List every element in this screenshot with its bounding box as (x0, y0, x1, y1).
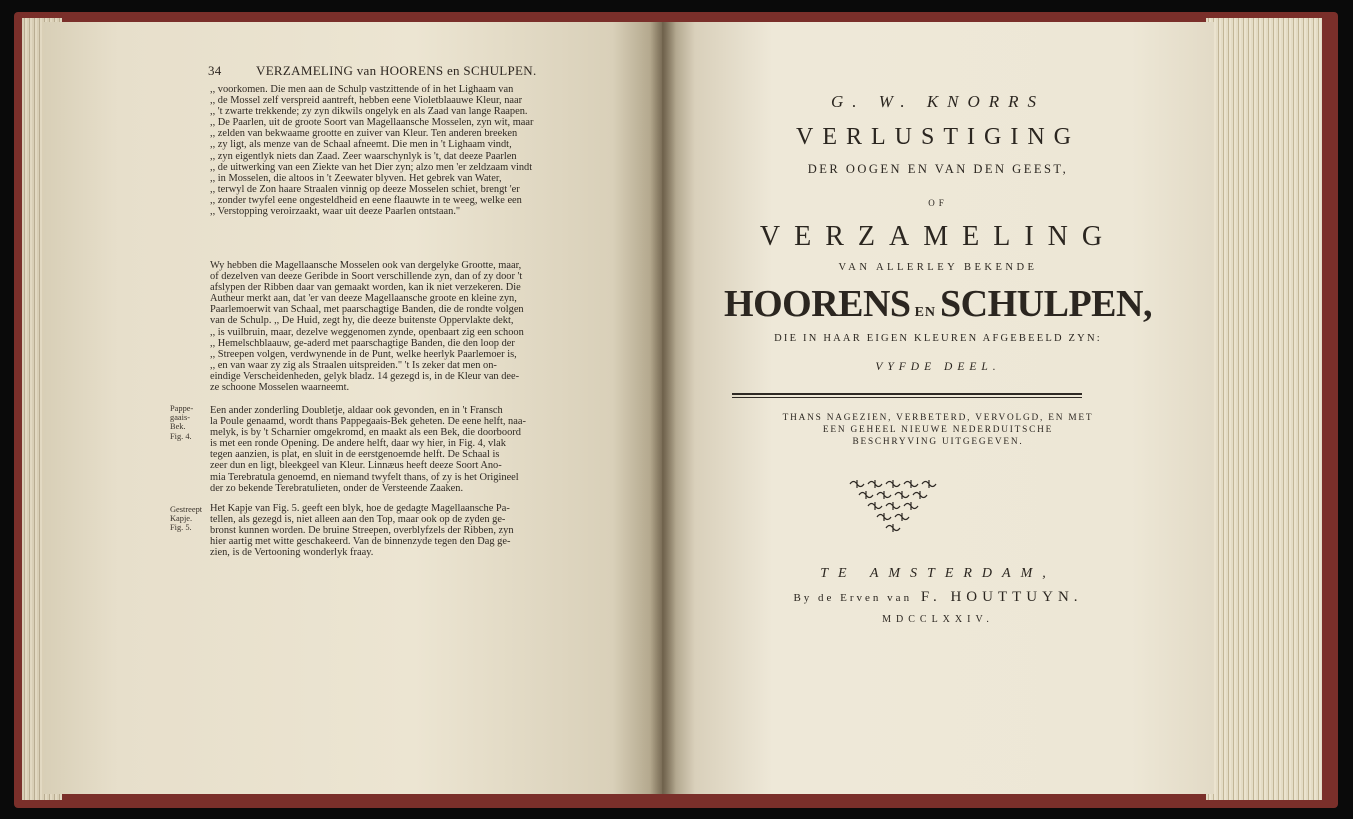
ornament-flourish (868, 502, 882, 510)
ornament-flourish (859, 491, 873, 499)
text-line: eindige Verscheidenheden, gelyk bladz. 14 gezegd is, in de Kleur van dee- (210, 370, 520, 382)
printers-ornament-icon (838, 478, 948, 540)
margin-note-line: gaais- (170, 413, 190, 423)
title-hoorens: HOORENS (724, 283, 911, 325)
ornament-flourish (895, 513, 909, 521)
text-line: ,, voorkomen. Die men aan de Schulp vastzittende of in het Lighaam van (210, 84, 514, 95)
text-line: ,, terwyl de Zon haare Straalen vinnig op deeze Mosselen schiet, brengt 'er (210, 183, 520, 195)
page-edges-right (1206, 18, 1322, 800)
title-die-in-haar: DIE IN HAAR EIGEN KLEUREN AFGEBEELD ZYN: (774, 333, 1102, 344)
margin-note-line: Pappe- (170, 404, 194, 413)
imprint-publisher (662, 589, 1214, 606)
quote-paragraph (210, 84, 594, 217)
title-schulpen: SCHULPEN, (940, 283, 1152, 325)
margin-note-gestreept-kapje (170, 505, 202, 533)
text-line: tegen aanzien, is plat, en sluit in de eerstgenoemde helft. De Schaal is (210, 449, 500, 461)
ornament-flourish (913, 491, 927, 499)
text-line: Paarlemoerwit van Schaal, met paarschagtige Banden, die de rondte volgen (210, 304, 524, 316)
subtitle-line: BESCHRYVING UITGEGEVEN. (852, 437, 1024, 447)
text-line: ,, zonder twyfel eene ongesteldheid en eene flaauwte in te weeg, welke een (210, 194, 522, 206)
running-head-title: VERZAMELING van HOORENS en SCHULPEN. (256, 63, 537, 78)
text-line: of dezelven van deeze Geribde in Soort verschillende zyn, dan of zy door 't (210, 271, 523, 283)
margin-note-line: Fig. 4. (170, 431, 192, 441)
ornament-flourish (904, 502, 918, 510)
text-line: afslypen der Ribben daar van gemaakt worden, kan ik niet verzekeren. Die (210, 282, 521, 294)
text-line: Het Kapje van Fig. 5. geeft een blyk, hoe de gedagte Magellaansche Pa- (210, 503, 510, 514)
text-line: ,, Streepen volgen, verdwynende in de Punt, welke heerlyk Paarlemoer is, (210, 348, 517, 360)
text-line: ,, zelden van bekwaame grootte en zuiver van Kleur. Ten anderen breeken (210, 128, 518, 140)
margin-note-line: Kapje. (170, 514, 193, 524)
imprint-year: MDCCLXXIV. (882, 614, 994, 625)
page-number: 34 (208, 63, 222, 78)
title-van-allerley: VAN ALLERLEY BEKENDE (838, 262, 1038, 273)
text-line: ,, Hemelschblaauw, ge-aderd met paarschagtige Banden, die den loop der (210, 337, 515, 349)
text-line: ,, zyn eigentlyk niets dan Zaad. Zeer waarschynlyk is 't, dat deeze Paarlen (210, 150, 517, 162)
title-verzameling: VERZAMELING (759, 221, 1117, 252)
text-line: tellen, als gezegd is, niet alleen aan den Top, maar ook op de zyden ge- (210, 514, 506, 526)
paragraph-pappegaais-bek (210, 405, 594, 494)
margin-note-pappegaais-bek (170, 404, 193, 441)
subtitle-block (662, 412, 1214, 448)
paragraph-magellan-mussels (210, 260, 594, 393)
imprint-place: TE AMSTERDAM, (820, 566, 1056, 581)
title-der-oogen: DER OOGEN EN VAN DEN GEEST, (807, 162, 1069, 176)
ornament-flourish (922, 480, 936, 488)
author-line: G. W. KNORRS (830, 92, 1046, 111)
text-line: Wy hebben die Magellaansche Mosselen ook van dergelyke Grootte, maar, (210, 260, 522, 271)
subtitle-line: THANS NAGEZIEN, VERBETERD, VERVOLGD, EN MET (782, 413, 1094, 423)
ornament-flourish (877, 491, 891, 499)
title-hoorens-en-schulpen (662, 282, 1214, 326)
ornament-flourish (886, 480, 900, 488)
text-line: is met een ronde Opening. De andere helft, daar wy hier, in Fig. 4, vlak (210, 438, 506, 450)
title-rule-thick (732, 393, 1082, 395)
subtitle-line: EEN GEHEEL NIEUWE NEDERDUITSCHE (822, 425, 1054, 435)
ornament-flourish (886, 502, 900, 510)
publisher-name: F. HOUTTUYN. (920, 589, 1083, 605)
margin-note-line: Gestreept (170, 505, 203, 514)
text-line: melyk, is by 't Scharnier omgekromd, en maakt als een Bek, die doorboord (210, 427, 521, 439)
text-line: ,, is vuilbruin, maar, dezelve weggenomen zynde, openbaart zig een schoon (210, 326, 524, 338)
text-line: hier aartig met witte geschakeerd. Van de binnenzyde tegen den Dag ge- (210, 536, 511, 548)
title-en: EN (914, 305, 937, 320)
title-part: VYFDE DEEL. (875, 361, 1001, 373)
text-line: ,, Verstopping veroirzaakt, waar uit deeze Paarlen ontstaan." (210, 206, 461, 218)
text-line: ,, in Mosselen, die altoos in 't Zeewater blyven. Het gebrek van Water, (210, 172, 502, 184)
ornament-flourish (904, 480, 918, 488)
text-line: la Poule genaamd, wordt thans Pappegaais-Bek geheten. De eene helft, naa- (210, 416, 526, 428)
text-line: zeer dun en ligt, bleekgeel van Kleur. Linnæus heeft deeze Soort Ano- (210, 460, 502, 472)
margin-note-line: Fig. 5. (170, 523, 192, 533)
text-line: ,, en van waar zy zig als Straalen uitspreiden." 't Is zeker dat men on- (210, 359, 497, 371)
text-line: ,, de uitwerking van een Ziekte van het Dier zyn; alzo men 'er zeldzaam vindt (210, 161, 533, 173)
text-line: ,, 't zwarte trekkende; zy zyn dikwils ongelyk en als Zaad van lange Raapen. (210, 106, 528, 118)
text-line: Autheur merkt aan, dat 'er van deeze Magellaansche groote en kleine zyn, (210, 293, 517, 305)
text-line: Een ander zonderling Doubletje, aldaar ook gevonden, en in 't Fransch (210, 405, 503, 416)
ornament-flourish (895, 491, 909, 499)
margin-note-line: Bek. (170, 422, 186, 432)
text-line: bronst kunnen worden. De bruine Streepen, overblyfzels der Ribben, zyn (210, 525, 514, 537)
text-line: ,, zy ligt, als menze van de Schaal afneemt. Die men in 't Lighaam vindt, (210, 139, 512, 151)
ornament-flourish (886, 524, 900, 532)
text-line: der zo bekende Terebratulieten, onder de Versteende Zaaken. (210, 482, 464, 494)
text-line: ,, de Mossel zelf verspreid aantreft, hebben eene Violetblaauwe Kleur, naar (210, 95, 523, 107)
text-line: zien, is de Vertooning wonderlyk fraay. (210, 547, 374, 559)
ornament-flourish (877, 513, 891, 521)
title-rule-thin (732, 397, 1082, 398)
text-line: mia Terebratula genoemd, en niemand twyfelt thans, of zy is het Origineel (210, 471, 519, 483)
running-head (208, 63, 588, 79)
text-line: ze schoone Mosselen waarneemt. (210, 382, 350, 394)
publisher-prefix: By de Erven van (793, 592, 913, 604)
title-of: OF (928, 198, 948, 208)
title-verlustiging: VERLUSTIGING (796, 124, 1080, 150)
ornament-flourish (850, 480, 864, 488)
ornament-flourish (868, 480, 882, 488)
text-line: ,, De Paarlen, uit de groote Soort van Magellaansche Mosselen, zyn wit, maar (210, 117, 534, 129)
paragraph-gestreept-kapje (210, 503, 594, 558)
text-line: van de Schulp. ,, De Huid, zegt hy, die deeze buitenste Oppervlakte dekt, (210, 315, 514, 327)
